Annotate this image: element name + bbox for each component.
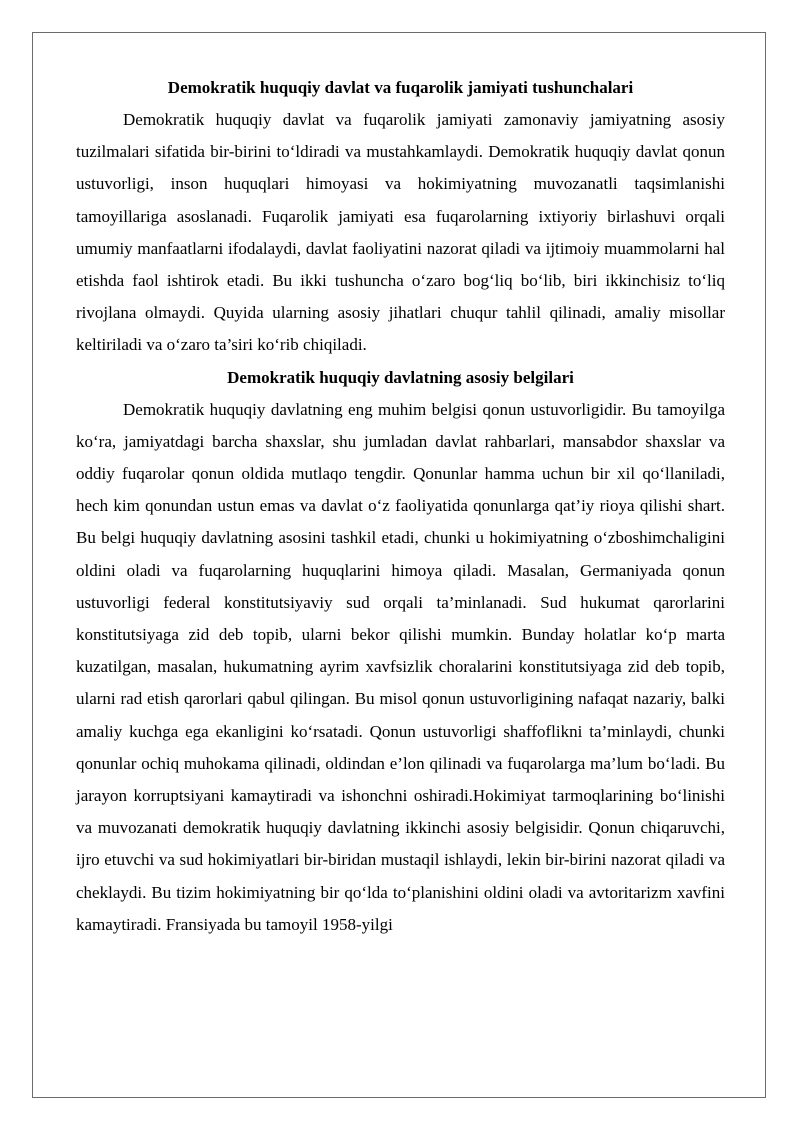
document-title: Demokratik huquqiy davlat va fuqarolik jamiyati tushunchalari bbox=[167, 78, 634, 97]
intro-paragraph: Demokratik huquqiy davlat va fuqarolik jamiyati zamonaviy jamiyatning asosiy tuzilmalari sifatida bir-birini to‘ldiradi va mustahkamlaydi. Demokratik huquqiy davlat qonun ustuvorligi, inson huquqlari himoyasi va hokimiyatning muvozanatli taqsimlanishi tamoyillariga asoslanadi. Fuqarolik jamiyati esa fuqarolarning ixtiyoriy birlashuvi orqali umumiy manfaatlarni ifodalaydi, davlat faoliyatini nazorat qiladi va ijtimoiy muammolarni hal etishda faol ishtirok etadi. Bu ikki tushuncha o‘zaro bog‘liq bo‘lib, biri ikkinchisiz to‘liq rivojlana olmaydi. Quyida ularning asosiy jihatlari chuqur tahlil qilinadi, amaliy misollar keltiriladi va o‘zaro ta’siri ko‘rib chiqiladi. bbox=[76, 110, 725, 355]
section-heading: Demokratik huquqiy davlatning asosiy belgilari bbox=[227, 367, 574, 387]
section-paragraph: Demokratik huquqiy davlatning eng muhim belgisi qonun ustuvorligidir. Bu tamoyilga ko‘ra, jamiyatdagi barcha shaxslar, shu jumladan davlat rahbarlari, mansabdor shaxslar va oddiy fuqarolar qonun oldida mutlaqo tengdir. Qonunlar hamma uchun bir xil qo‘llaniladi, hech kim qonundan ustun emas va davlat o‘z faoliyatida qonunlarga qat’iy rioya qilishi shart. Bu belgi huquqiy davlatning asosini tashkil etadi, chunki u hokimiyatning o‘zboshimchaligini oldini oladi va fuqarolarning huquqlarini himoya qiladi. Masalan, Germaniyada qonun ustuvorligi federal konstitutsiyaviy sud orqali ta’minlanadi. Sud hukumat qarorlarini konstitutsiyaga zid deb topib, ularni bekor qilishi mumkin. Bunday holatlar ko‘p marta kuzatilgan, masalan, hukumatning ayrim xavfsizlik choralarini konstitutsiyaga zid deb topib, ularni rad etish qarorlari qabul qilingan. Bu misol qonun ustuvorligining nafaqat nazariy, balki amaliy kuchga ega ekanligini ko‘rsatadi. Qonun ustuvorligi shaffoflikni ta’minlaydi, chunki qonunlar ochiq muhokama qilinadi, oldindan e’lon qilinadi va fuqarolarga ma’lum bo‘ladi. Bu jarayon korruptsiyani kamaytiradi va ishonchni oshiradi.Hokimiyat tarmoqlarining bo‘linishi va muvozanati demokratik huquqiy davlatning ikkinchi asosiy belgisidir. Qonun chiqaruvchi, ijro etuvchi va sud hokimiyatlari bir-biridan mustaqil ishlaydi, lekin bir-birini nazorat qiladi va cheklaydi. Bu tizim hokimiyatning bir qo‘lda to‘planishini oldini oladi va avtoritarizm xavfini kamaytiradi. Fransiyada bu tamoyil 1958-yilgi bbox=[76, 399, 725, 934]
document-body bbox=[76, 72, 725, 941]
